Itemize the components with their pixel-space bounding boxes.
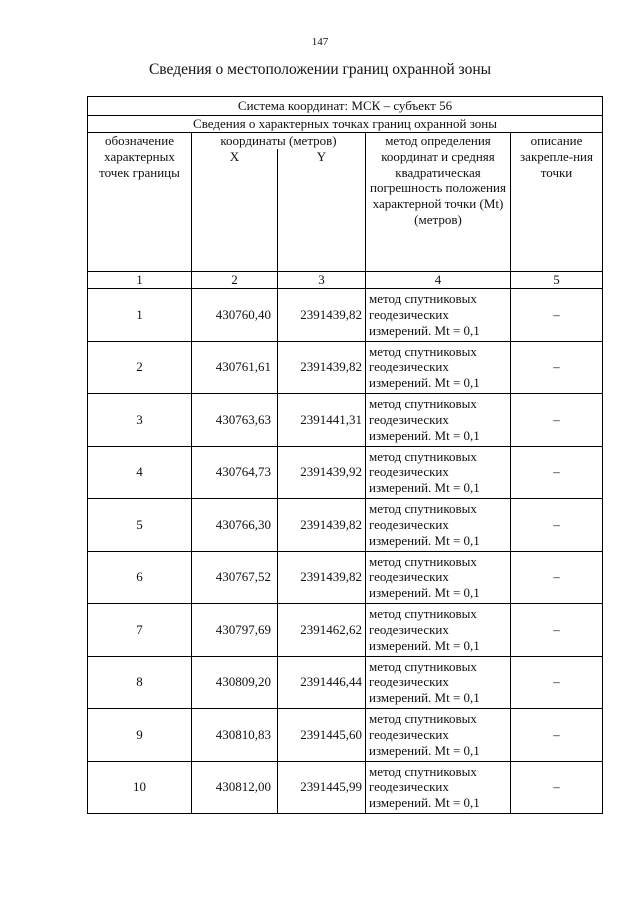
table-row [88, 446, 603, 499]
point-id-cell: 2 [88, 341, 192, 394]
x-coordinate-cell: 430764,73 [192, 446, 278, 499]
point-id-cell: 4 [88, 446, 192, 499]
method-cell: метод спутниковых геодезических измерений. Mt = 0,1 [366, 289, 511, 342]
x-coordinate-cell: 430766,30 [192, 499, 278, 552]
description-cell: – [511, 499, 603, 552]
column-number: 5 [511, 272, 603, 289]
point-id-cell: 1 [88, 289, 192, 342]
table-row [88, 761, 603, 814]
method-cell: метод спутниковых геодезических измерений. Mt = 0,1 [366, 446, 511, 499]
description-cell: – [511, 604, 603, 657]
header-method: метод определения координат и средняя квадратическая погрешность положения характерной точки (Mt) (метров) [366, 133, 511, 272]
description-cell: – [511, 289, 603, 342]
method-cell: метод спутниковых геодезических измерений. Mt = 0,1 [366, 761, 511, 814]
column-number: 1 [88, 272, 192, 289]
header-x: X [192, 149, 278, 272]
point-id-cell: 5 [88, 499, 192, 552]
coordinate-system-header: Система координат: МСК – субъект 56 [88, 97, 603, 116]
method-cell: метод спутниковых геодезических измерений. Mt = 0,1 [366, 394, 511, 447]
method-cell: метод спутниковых геодезических измерений. Mt = 0,1 [366, 551, 511, 604]
method-cell: метод спутниковых геодезических измерений. Mt = 0,1 [366, 499, 511, 552]
table-row [88, 656, 603, 709]
method-cell: метод спутниковых геодезических измерений. Mt = 0,1 [366, 709, 511, 762]
column-number-row [88, 272, 603, 289]
method-cell: метод спутниковых геодезических измерений. Mt = 0,1 [366, 656, 511, 709]
x-coordinate-cell: 430760,40 [192, 289, 278, 342]
method-cell: метод спутниковых геодезических измерений. Mt = 0,1 [366, 341, 511, 394]
y-coordinate-cell: 2391445,99 [278, 761, 366, 814]
point-id-cell: 8 [88, 656, 192, 709]
point-id-cell: 3 [88, 394, 192, 447]
coordinates-table [87, 96, 603, 814]
description-cell: – [511, 446, 603, 499]
x-coordinate-cell: 430761,61 [192, 341, 278, 394]
y-coordinate-cell: 2391439,92 [278, 446, 366, 499]
table-row [88, 604, 603, 657]
x-coordinate-cell: 430763,63 [192, 394, 278, 447]
point-id-cell: 6 [88, 551, 192, 604]
table-row [88, 341, 603, 394]
point-id-cell: 9 [88, 709, 192, 762]
x-coordinate-cell: 430812,00 [192, 761, 278, 814]
y-coordinate-cell: 2391439,82 [278, 341, 366, 394]
table-row [88, 289, 603, 342]
header-description: описание закрепле-ния точки [511, 133, 603, 272]
x-coordinate-cell: 430809,20 [192, 656, 278, 709]
description-cell: – [511, 761, 603, 814]
column-number: 3 [278, 272, 366, 289]
description-cell: – [511, 394, 603, 447]
header-coordinates: координаты (метров) [192, 133, 366, 150]
y-coordinate-cell: 2391446,44 [278, 656, 366, 709]
x-coordinate-cell: 430810,83 [192, 709, 278, 762]
description-cell: – [511, 709, 603, 762]
header-point-designation: обозначение характерных точек границы [88, 133, 192, 272]
y-coordinate-cell: 2391439,82 [278, 289, 366, 342]
y-coordinate-cell: 2391439,82 [278, 499, 366, 552]
table-row [88, 551, 603, 604]
table-row [88, 709, 603, 762]
table-subtitle: Сведения о характерных точках границ охранной зоны [88, 116, 603, 133]
description-cell: – [511, 656, 603, 709]
y-coordinate-cell: 2391462,62 [278, 604, 366, 657]
description-cell: – [511, 341, 603, 394]
point-id-cell: 7 [88, 604, 192, 657]
y-coordinate-cell: 2391441,31 [278, 394, 366, 447]
method-cell: метод спутниковых геодезических измерений. Mt = 0,1 [366, 604, 511, 657]
point-id-cell: 10 [88, 761, 192, 814]
page-number: 147 [311, 36, 329, 48]
x-coordinate-cell: 430767,52 [192, 551, 278, 604]
y-coordinate-cell: 2391439,82 [278, 551, 366, 604]
description-cell: – [511, 551, 603, 604]
y-coordinate-cell: 2391445,60 [278, 709, 366, 762]
table-row [88, 499, 603, 552]
column-number: 4 [366, 272, 511, 289]
x-coordinate-cell: 430797,69 [192, 604, 278, 657]
header-y: Y [278, 149, 366, 272]
document-title: Сведения о местоположении границ охранной зоны [148, 61, 492, 78]
column-number: 2 [192, 272, 278, 289]
table-row [88, 394, 603, 447]
